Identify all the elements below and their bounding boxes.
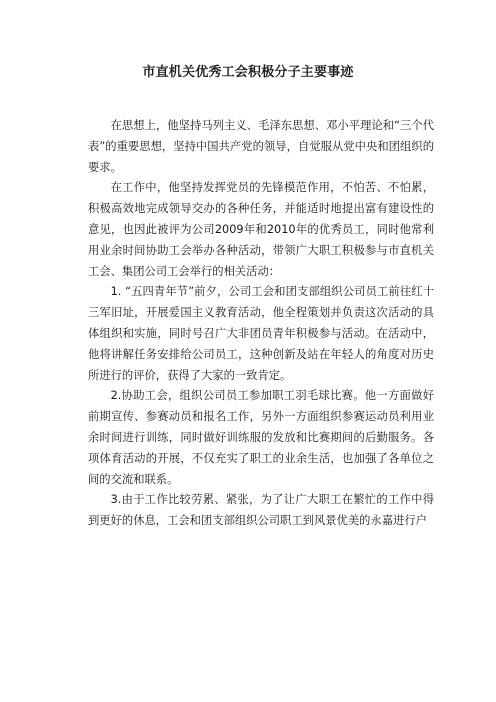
paragraph-work: 在工作中，他坚持发挥党员的先锋模范作用，不怕苦、不怕累，积极高效地完成领导交办的各种任务，并能适时地提出富有建设性的意见，也因此被评为公司2009年和2010年的优秀员工，同时他常利用业余时间协助工会举办各种活动，带领广大职工积极参与市直机关工会、集团公司工会举行的相关活动： <box>88 181 434 278</box>
document-body <box>88 116 434 532</box>
paragraph-item-3: 3.由于工作比较劳累、紧张，为了让广大职工在繁忙的工作中得到更好的休息，工会和团支部组织公司职工到风景优美的永嘉进行户 <box>88 493 434 528</box>
paragraph-ideology: 在思想上，他坚持马列主义、毛泽东思想、邓小平理论和“三个代表”的重要思想，坚持中国共产党的领导，自觉服从党中央和团组织的要求。 <box>88 119 434 174</box>
document-title: 市直机关优秀工会积极分子主要事迹 <box>142 65 354 80</box>
paragraph-item-2: 2.协助工会，组织公司员工参加职工羽毛球比赛。他一方面做好前期宣传、参赛动员和报名工作，另外一方面组织参赛运动员利用业余时间进行训练，同时做好训练服的发放和比赛期间的后勤服务。各项体育活动的开展，不仅充实了职工的业余生活，也加强了各单位之间的交流和联系。 <box>88 389 434 486</box>
paragraph-item-1: 1. “五四青年节”前夕，公司工会和团支部组织公司员工前往红十三军旧址，开展爱国主义教育活动，他全程策划并负责这次活动的具体组织和实施，同时号召广大非团员青年积极参与活动。在活动中，他将讲解任务安排给公司员工，这种创新及站在年轻人的角度对历史所进行的评价，获得了大家的一致肯定。 <box>88 285 434 382</box>
